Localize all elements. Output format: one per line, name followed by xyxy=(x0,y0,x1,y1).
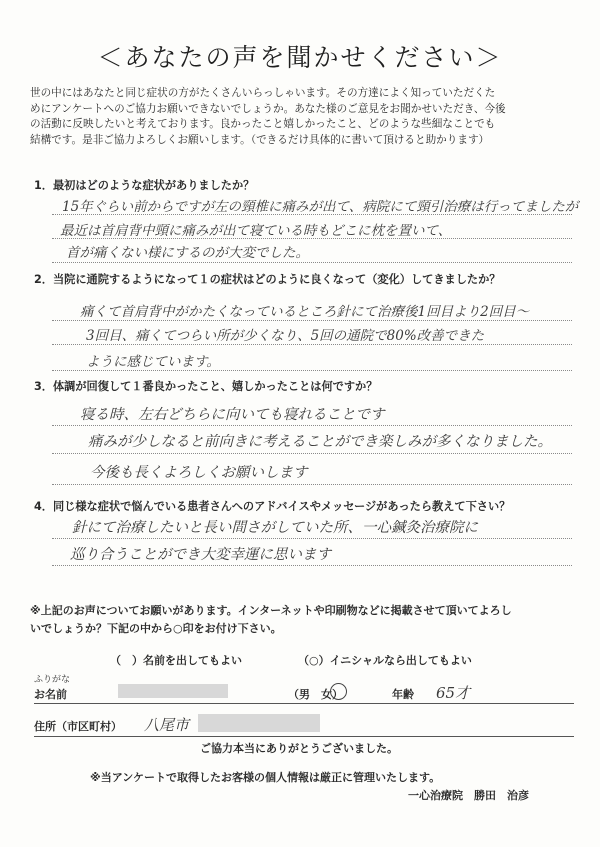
answer-1-line: 15年ぐらい前からですが左の頸椎に痛みが出て、病院にて頸引治療は行ってましたが xyxy=(62,199,579,215)
answer-2-line: 痛くて首肩背中がかたくなっているところ針にて治療後1回目より2回目〜 xyxy=(80,304,530,320)
answer-2-line: ように感じています。 xyxy=(86,354,220,370)
answer-3-line: 寝る時、左右どちらに向いても寝れることです xyxy=(80,407,385,423)
intro-line: の活動に反映したいと考えております。良かったこと嬉しかったこと、どのような些細なことでも xyxy=(30,118,496,131)
question-2: 2．当院に通院するようになって１の症状はどのように良くなって（変化）してきましたか？ xyxy=(34,273,501,286)
publication-note xyxy=(30,602,575,638)
answer-line-rule xyxy=(52,214,572,215)
gender-field: （男 女） xyxy=(288,688,343,701)
answer-1-line: 最近は首肩背中頸に痛みが出て寝ている時もどこに枕を置いて、 xyxy=(60,223,452,239)
redacted-name xyxy=(118,684,228,698)
note-line: いでしょうか？下記の中から○印をお付け下さい。 xyxy=(30,622,282,635)
question-4: 4．同じ様な症状で悩んでいる患者さんへのアドバイスやメッセージがあったら教えて下さい？ xyxy=(34,500,511,513)
answer-line-rule xyxy=(52,425,572,426)
name-label: お名前 xyxy=(34,688,67,701)
answer-1-line: 首が痛くない様にするのが大変でした。 xyxy=(66,245,309,261)
intro-line: めにアンケートへのご協力お願いできないでしょうか。あなた様のご意見をお聞かせいただき、今後 xyxy=(30,102,506,115)
question-3: 3．体調が回復して１番良かったこと、嬉しかったことは何ですか？ xyxy=(34,380,378,393)
age-label: 年齢 xyxy=(392,688,414,701)
redacted-address xyxy=(198,714,320,732)
thanks-text: ご協力本当にありがとうございました。 xyxy=(200,742,398,755)
age-value: 65才 xyxy=(436,684,471,702)
address-row-underline xyxy=(34,736,574,737)
clinic-signature: 一心治療院 勝田 治彦 xyxy=(408,789,529,802)
answer-line-rule xyxy=(52,320,572,321)
answer-line-rule xyxy=(52,565,572,566)
answer-line-rule xyxy=(52,262,572,263)
answer-3-line: 今後も長くよろしくお願いします xyxy=(90,465,308,481)
page-title: ＜あなたの声を聞かせください＞ xyxy=(97,43,503,72)
intro-line: 世の中にはあなたと同じ症状の方がたくさんいらっしゃいます。その方達によく知っていただくた xyxy=(30,87,496,99)
intro-line: 結構です。是非ご協力よろしくお願いします。（できるだけ具体的に書いて頂けると助かります） xyxy=(30,133,490,146)
option-initial-ok[interactable]: （○）イニシャルなら出してもよい xyxy=(298,654,472,667)
answer-3-line: 痛みが少しなると前向きに考えることができ楽しみが多くなりました。 xyxy=(88,434,552,450)
answer-line-rule xyxy=(52,538,572,539)
intro-paragraph xyxy=(30,86,575,148)
answer-2-line: 3回目、痛くてつらい所が少くなり、5回の通院で80%改善できた xyxy=(86,328,485,344)
answer-4-line: 針にて治療したいと長い間さがしていた所、一心鍼灸治療院に xyxy=(72,520,478,536)
answer-line-rule xyxy=(52,453,572,454)
note-line: ※上記のお声についてお願いがあります。インターネットや印刷物などに掲載させて頂いてよろし xyxy=(30,604,512,617)
privacy-notice: ※当アンケートで取得したお客様の個人情報は厳正に管理いたします。 xyxy=(90,771,441,784)
answer-line-rule xyxy=(52,344,572,345)
address-value: 八尾市 xyxy=(144,716,190,734)
answer-line-rule xyxy=(52,370,572,371)
gender-circle-mark xyxy=(330,683,347,700)
answer-line-rule xyxy=(52,484,572,485)
answer-line-rule xyxy=(52,238,572,239)
address-label: 住所（市区町村） xyxy=(34,720,122,733)
furigana-label: ふりがな xyxy=(34,675,71,685)
answer-4-line: 巡り合うことができ大変幸運に思います xyxy=(70,547,331,563)
name-row-underline xyxy=(34,703,574,704)
question-1: 1．最初はどのような症状がありましたか？ xyxy=(34,179,255,192)
option-name-ok[interactable]: （ ）名前を出してもよい xyxy=(110,654,242,667)
